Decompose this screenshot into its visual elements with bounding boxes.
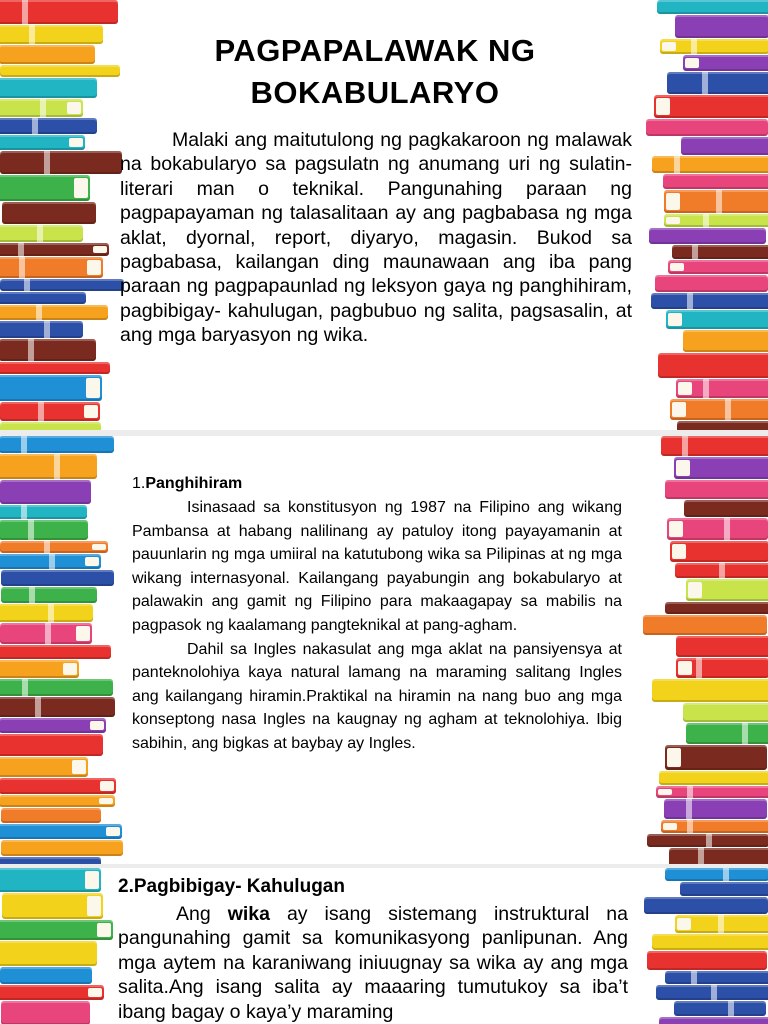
book-band: [687, 293, 693, 309]
book-pages: [85, 557, 99, 566]
book-band: [687, 786, 693, 798]
book-spine: [659, 1017, 768, 1024]
book-spine: [681, 137, 768, 155]
book-spine: [676, 658, 768, 678]
book-spine: [674, 457, 768, 479]
book-spine: [670, 541, 768, 562]
book-band: [49, 554, 55, 569]
book-spine: [0, 243, 109, 256]
book-band: [692, 245, 698, 259]
book-pages: [672, 402, 686, 417]
book-spine: [0, 941, 97, 966]
book-spine: [652, 156, 768, 173]
book-spine: [0, 402, 100, 421]
book-band: [703, 379, 709, 398]
book-band: [698, 848, 704, 864]
book-band: [711, 985, 717, 1000]
book-spine: [683, 703, 768, 722]
book-band: [40, 99, 46, 117]
book-spine: [657, 0, 768, 14]
slide-1: [0, 0, 768, 430]
book-band: [691, 971, 697, 984]
book-pages: [666, 193, 680, 210]
book-spine: [0, 45, 95, 64]
book-band: [706, 834, 712, 847]
book-band: [687, 820, 693, 833]
book-spine: [0, 118, 97, 134]
book-pages: [87, 260, 101, 275]
book-band: [728, 1001, 734, 1016]
book-spine: [660, 39, 768, 54]
book-spine: [0, 362, 110, 374]
book-spine: [0, 868, 101, 892]
book-spine: [0, 305, 108, 320]
book-pages: [84, 405, 98, 418]
slide-2: [0, 436, 768, 864]
book-spine: [647, 951, 767, 970]
book-spine: [0, 65, 120, 77]
book-band: [703, 214, 709, 227]
book-spine: [0, 0, 118, 24]
book-spine: [652, 679, 768, 702]
book-spine: [0, 375, 102, 401]
book-spine: [0, 623, 92, 644]
book-spine: [1, 1001, 90, 1024]
panghihiram-section: [132, 472, 622, 756]
book-pages: [677, 918, 691, 930]
intro-paragraph-text: Malaki ang maitutulong ng pagkakaroon ng malawak na bokabularyo sa pagsulatn ng anumang uri ng sulatin- literari man o teknikal. Pangunahing paraan ng pagpapayaman ng talasalitaan ay ang pagbabasa ng mga aklat, dyornal, report, diyaryo, magasin. Bukod sa pagbabasa, kailangan ding maunawaan ang iba pang paraan ng pagpapaunlad ng leksyon gaya ng panghihiram, pagbibigay- kahulugan, pagbubuo ng salita, pagsasalin, at ang mga baryasyon ng wika.: [120, 129, 632, 347]
book-spine: [659, 771, 768, 785]
book-spine: [665, 602, 768, 614]
book-pages: [67, 102, 81, 114]
book-spine: [665, 868, 768, 881]
book-pages: [688, 582, 702, 598]
slide-title-line-2: BOKABULARYO: [250, 75, 500, 110]
book-band: [35, 697, 41, 717]
slide-3: [0, 868, 768, 1024]
book-spine: [0, 757, 88, 777]
book-pages: [678, 661, 692, 675]
book-band: [702, 72, 708, 94]
book-band: [28, 339, 34, 361]
book-spine: [0, 604, 93, 622]
book-pages: [658, 789, 672, 795]
book-band: [682, 436, 688, 456]
book-band: [716, 190, 722, 213]
book-spine: [0, 554, 101, 569]
book-pages: [69, 138, 83, 147]
book-stack-left-illustration: [0, 868, 125, 1024]
book-pages: [670, 263, 684, 271]
book-spine: [665, 971, 768, 984]
section-heading: [132, 472, 622, 496]
book-spine: [0, 824, 122, 839]
book-spine: [643, 615, 767, 635]
section-number: 1.: [132, 475, 146, 492]
book-spine: [0, 175, 90, 201]
book-spine: [1, 840, 123, 856]
paragraph-text-rest: ay isang sistemang instruktural na pangunahing gamit sa komunikasyong panlipunan. Ang mga aytem na karaniwang iniuugnay sa wika ay ang mga salita.Ang isang salita ay maaaring tumutukoy sa iba’t ibang bagay o kaya’y maraming: [118, 903, 628, 1023]
book-pages: [676, 460, 690, 476]
book-band: [28, 520, 34, 540]
book-spine: [686, 579, 768, 601]
book-pages: [72, 760, 86, 774]
book-spine: [0, 718, 106, 733]
book-pages: [656, 98, 670, 115]
book-band: [674, 156, 680, 173]
slide-title: [160, 30, 590, 114]
book-spine: [0, 78, 97, 98]
book-pages: [667, 748, 681, 767]
book-pages: [672, 544, 686, 559]
book-band: [54, 454, 60, 479]
book-spine: [0, 505, 87, 519]
book-spine: [0, 520, 88, 540]
book-spine: [0, 541, 108, 553]
book-spine: [665, 480, 768, 499]
book-stack-right-illustration: [643, 436, 768, 864]
book-band: [22, 679, 28, 696]
book-pages: [74, 178, 88, 198]
book-spine: [0, 257, 103, 278]
book-spine: [663, 174, 768, 189]
book-band: [725, 399, 731, 420]
book-spine: [656, 985, 768, 1000]
paragraph-text: Dahil sa Ingles nakasulat ang mga aklat na pansiyensya at panteknolohiya kaya natural lamang na maraming salitang Ingles ang kailangang hiramin.Praktikal na hiramin na nang buo ang mga konseptong nasa Ingles na kaugnay ng agham at teknolohiya. Ibig sabihin, ang bigkas at baybay ay Ingles.: [132, 640, 622, 752]
book-band: [686, 799, 692, 819]
book-spine: [675, 563, 768, 578]
paragraph: [118, 902, 628, 1024]
book-stack-right-illustration: [643, 868, 768, 1024]
book-spine: [649, 228, 766, 244]
book-band: [18, 243, 24, 256]
book-band: [718, 915, 724, 933]
paragraph-bold-term: wika: [227, 903, 270, 925]
book-spine: [665, 745, 767, 770]
book-spine: [661, 820, 768, 833]
book-spine: [0, 151, 122, 174]
book-spine: [677, 421, 768, 430]
book-band: [38, 402, 44, 421]
book-band: [19, 257, 25, 278]
book-spine: [667, 72, 768, 94]
book-stack-right-illustration: [643, 0, 768, 430]
book-band: [32, 118, 38, 134]
book-pages: [93, 246, 107, 253]
book-pages: [92, 544, 106, 550]
book-spine: [0, 99, 83, 117]
paragraph-text-start: Ang: [176, 903, 228, 925]
book-spine: [0, 339, 96, 361]
book-spine: [676, 379, 768, 398]
book-band: [21, 505, 27, 519]
book-spine: [655, 275, 768, 292]
book-spine: [0, 660, 79, 678]
book-pages: [99, 798, 113, 804]
intro-paragraph: [120, 128, 632, 348]
paragraph: [132, 496, 622, 638]
book-spine: [654, 95, 768, 118]
book-pages: [685, 58, 699, 68]
book-spine: [0, 697, 115, 717]
book-spine: [0, 292, 86, 304]
book-pages: [669, 521, 683, 537]
book-spine: [0, 679, 113, 696]
book-spine: [661, 436, 768, 456]
book-spine: [683, 330, 768, 352]
book-spine: [675, 15, 768, 38]
book-spine: [664, 799, 767, 819]
section-label: Panghihiram: [145, 475, 243, 492]
slide-title-line-1: PAGPAPALAWAK NG: [214, 33, 536, 68]
book-spine: [0, 279, 124, 291]
book-spine: [0, 645, 111, 659]
book-spine: [0, 25, 103, 44]
book-spine: [684, 500, 768, 517]
book-spine: [0, 857, 101, 864]
book-band: [44, 321, 50, 338]
book-pages: [88, 988, 102, 997]
book-pages: [666, 217, 680, 224]
book-band: [723, 868, 729, 881]
paragraph: [132, 638, 622, 756]
book-spine: [651, 293, 768, 309]
book-spine: [672, 245, 768, 259]
book-spine: [664, 190, 768, 213]
book-spine: [0, 225, 83, 242]
book-spine: [1, 587, 97, 603]
book-pages: [85, 871, 99, 889]
book-spine: [675, 915, 768, 933]
book-pages: [86, 378, 100, 398]
book-pages: [678, 382, 692, 395]
book-stack-left-illustration: [0, 0, 125, 430]
book-spine: [683, 55, 768, 71]
book-spine: [1, 808, 101, 823]
book-band: [29, 587, 35, 603]
book-pages: [76, 626, 90, 641]
book-band: [45, 623, 51, 644]
book-spine: [652, 934, 768, 950]
book-pages: [90, 721, 104, 730]
book-band: [44, 151, 50, 174]
book-pages: [87, 896, 101, 916]
book-pages: [97, 923, 111, 937]
book-band: [44, 541, 50, 553]
book-band: [691, 39, 697, 54]
paragraph-text: Isinasaad sa konstitusyon ng 1987 na Filipino ang wikang Pambansa at habang nalilinang ay patuloy itong payayamanin at pauunlarin ng mga umiiral na katutubong wika sa Pilipinas at ng mga wikang internasyonal. Kailangang payabungin ang bokabularyo at palawakin ang gamit ng Filipino para makaagapay sa mabilis na pagpasok ng kaalamang pangteknikal at pang-agham.: [132, 499, 622, 634]
book-spine: [676, 636, 768, 657]
book-spine: [647, 834, 768, 847]
book-spine: [0, 436, 114, 453]
book-band: [742, 723, 748, 744]
book-spine: [1, 570, 114, 586]
book-pages: [668, 313, 682, 326]
book-spine: [669, 848, 768, 864]
book-spine: [644, 897, 768, 914]
book-band: [48, 604, 54, 622]
book-spine: [666, 310, 768, 329]
book-band: [724, 518, 730, 540]
book-pages: [63, 663, 77, 675]
book-spine: [2, 202, 96, 224]
book-band: [37, 225, 43, 242]
book-spine: [658, 353, 768, 378]
book-spine: [686, 723, 768, 744]
book-spine: [0, 135, 85, 150]
book-pages: [106, 827, 120, 836]
book-spine: [0, 778, 116, 794]
book-pages: [663, 823, 677, 830]
section-heading: 2.Pagbibigay- Kahulugan: [118, 876, 345, 897]
book-spine: [664, 214, 768, 227]
book-spine: [668, 260, 768, 274]
book-stack-left-illustration: [0, 436, 125, 864]
book-spine: [670, 399, 768, 420]
book-spine: [680, 882, 768, 896]
book-spine: [2, 893, 103, 919]
book-spine: [674, 1001, 766, 1016]
book-band: [696, 658, 702, 678]
book-spine: [0, 321, 83, 338]
book-spine: [0, 454, 97, 479]
book-spine: [0, 967, 92, 984]
book-band: [24, 279, 30, 291]
book-spine: [0, 480, 91, 504]
book-band: [36, 305, 42, 320]
book-spine: [0, 920, 113, 940]
book-spine: [667, 518, 768, 540]
book-spine: [646, 119, 768, 136]
book-band: [21, 436, 27, 453]
book-band: [29, 25, 35, 44]
book-band: [719, 563, 725, 578]
book-spine: [0, 795, 115, 807]
book-spine: [0, 422, 101, 430]
book-spine: [656, 786, 768, 798]
book-band: [22, 0, 28, 24]
book-spine: [0, 985, 104, 1000]
book-pages: [662, 42, 676, 51]
book-pages: [100, 781, 114, 791]
book-spine: [0, 734, 103, 756]
